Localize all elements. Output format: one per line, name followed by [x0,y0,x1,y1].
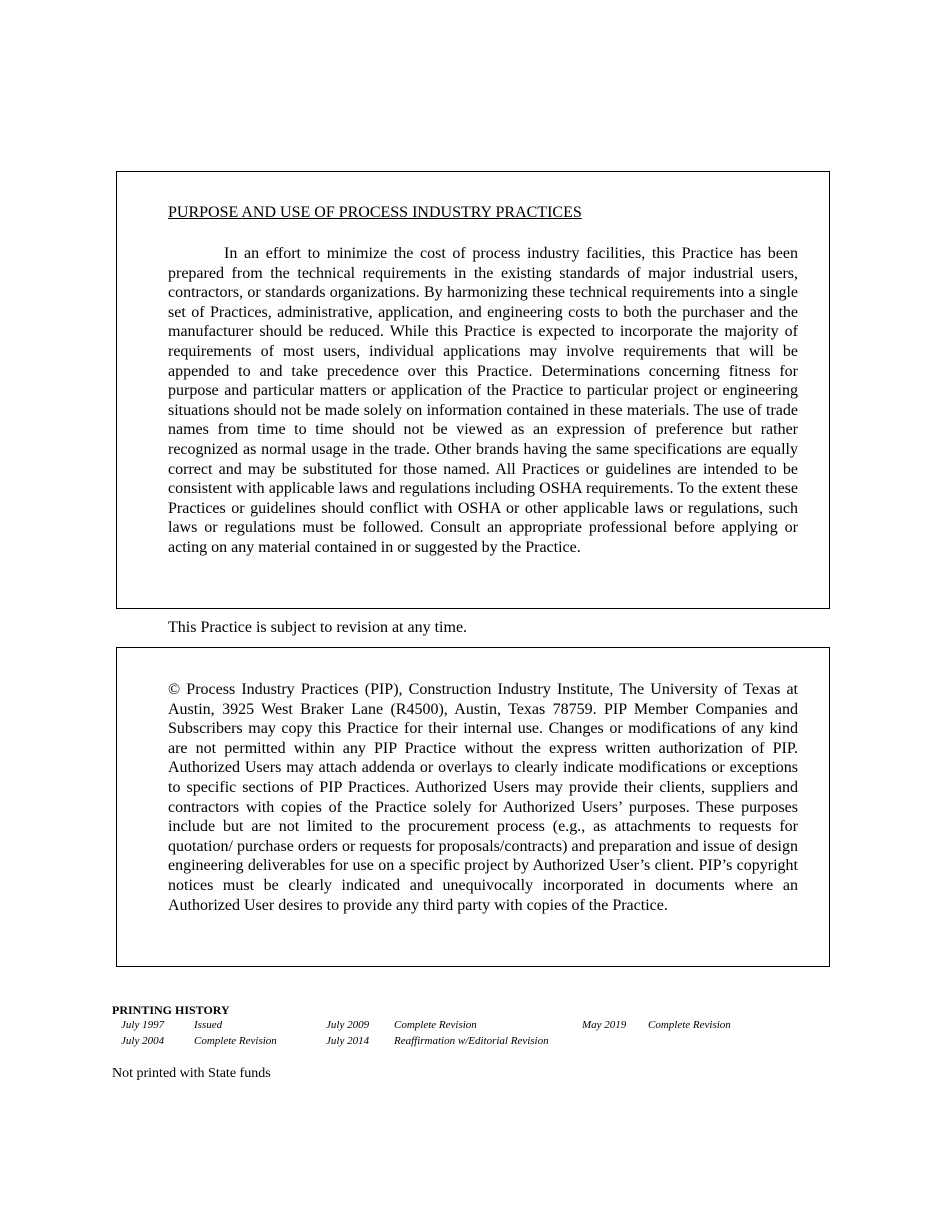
history-description: Complete Revision [194,1035,277,1047]
history-date: July 2004 [121,1035,165,1047]
footer-note: Not printed with State funds [112,1066,271,1081]
printing-history [112,1003,731,1047]
history-description: Complete Revision [648,1019,731,1031]
history-description: Reaffirmation w/Editorial Revision [394,1035,549,1047]
revision-note: This Practice is subject to revision at any time. [168,619,468,636]
history-date: July 1997 [121,1019,165,1031]
history-date: July 2009 [326,1019,370,1031]
history-description: Complete Revision [394,1019,477,1031]
copyright-paragraph: © Process Industry Practices (PIP), Construction Industry Institute, The University of Texas at Austin, 3925 West Braker Lane (R4500), Austin, Texas 78759. PIP Member Companies and Subscribers may copy this Practice for their internal use. Changes or modifications of any kind are not permitted within any PIP Practice without the express written authorization of PIP. Authorized Users may attach addenda or overlays to clearly indicate modifications or exceptions to specific sections of PIP Practices. Authorized Users may provide their clients, suppliers and contractors with copies of the Practice solely for Authorized Users’ purposes. These purposes include but are not limited to the procurement process (e.g., as attachments to requests for quotation/ purchase orders or requests for proposals/contracts) and preparation and issue of design engineering deliverables for use on a specific project by Authorized User’s client. PIP’s copyright notices must be clearly indicated and unequivocally incorporated in documents where an Authorized User desires to provide any third party with copies of the Practice. [168,681,798,914]
purpose-title: PURPOSE AND USE OF PROCESS INDUSTRY PRACTICES [168,204,582,221]
copyright-box [116,647,830,967]
history-description: Issued [194,1019,223,1031]
purpose-paragraph: In an effort to minimize the cost of process industry facilities, this Practice has been prepared from the technical requirements in the existing standards of major industrial users, contractors, or standards organizations. By harmonizing these technical requirements into a single set of Practices, administrative, application, and engineering costs to both the purchaser and the manufacturer should be reduced. While this Practice is expected to incorporate the majority of requirements of most users, individual applications may involve requirements that will be appended to and take precedence over this Practice. Determinations concerning fitness for purpose and particular matters or application of the Practice to particular project or engineering situations should not be made solely on information contained in these materials. The use of trade names from time to time should not be viewed as an expression of preference but rather recognized as normal usage in the trade. Other brands having the same specifications are equally correct and may be substituted for those named. All Practices or guidelines are intended to be consistent with applicable laws and regulations including OSHA requirements. To the extent these Practices or guidelines should conflict with OSHA or other applicable laws or regulations, such laws or regulations must be followed. Consult an appropriate professional before applying or acting on any material contained in or suggested by the Practice. [168,245,798,556]
purpose-box [116,171,830,609]
printing-history-title: PRINTING HISTORY [112,1003,230,1017]
history-date: May 2019 [582,1019,627,1031]
history-date: July 2014 [326,1035,370,1047]
